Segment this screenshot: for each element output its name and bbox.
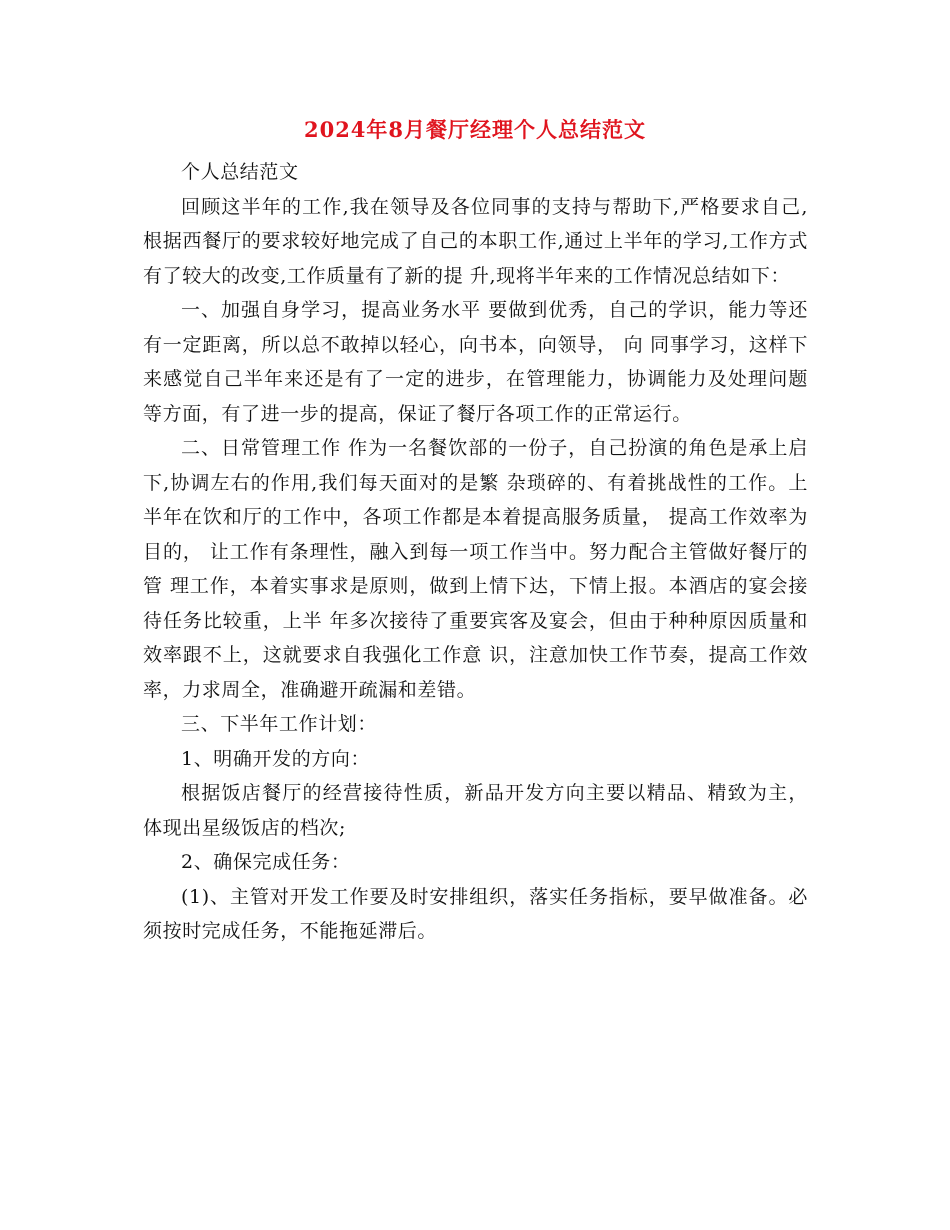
document-body — [143, 155, 808, 949]
paragraph-item-2-heading: 2、确保完成任务： — [181, 851, 351, 873]
paragraph-section-2: 二、日常管理工作 作为一名餐饮部的一份子，自己扮演的角色是承上启下,协调左右的作用,我们每天面对的是繁 杂琐碎的、有着挑战性的工作。上半年在饮和厅的工作中，各项工作都是本着提高服务质量， 提高工作效率为目的， 让工作有条理性，融入到每一项工作当中。努力配合主管做好餐厅的管 理工作，本着实事求是原则，做到上情下达，下情上报。本酒店的宴会接待任务比较重，上半 年多次接待了重要宾客及宴会，但由于种种原因质量和效率跟不上，这就要求自我强化工作意 识，注意加快工作节奏，提高工作效率，力求周全，准确避开疏漏和差错。 — [143, 437, 808, 701]
paragraph-item-1-body: 根据饭店餐厅的经营接待性质，新品开发方向主要以精品、精致为主，体现出星级饭店的档次; — [143, 782, 808, 839]
document-title: 2024年8月餐厅经理个人总结范文 — [303, 117, 647, 142]
paragraph-item-2-body: (1)、主管对开发工作要及时安排组织，落实任务指标，要早做准备。必须按时完成任务，不能拖延滞后。 — [143, 885, 808, 942]
paragraph-section-1: 一、加强自身学习，提高业务水平 要做到优秀，自己的学识，能力等还有一定距离，所以总不敢掉以轻心，向书本，向领导， 向 同事学习，这样下来感觉自己半年来还是有了一定的进步，在管理能力，协调能力及处理问题 等方面，有了进一步的提高，保证了餐厅各项工作的正常运行。 — [143, 299, 808, 425]
paragraph-intro: 回顾这半年的工作,我在领导及各位同事的支持与帮助下,严格要求自己,根据西餐厅的要求较好地完成了自己的本职工作,通过上半年的学习,工作方式有了较大的改变,工作质量有了新的提 升,现将半年来的工作情况总结如下： — [143, 195, 808, 287]
paragraph-section-3-heading: 三、下半年工作计划： — [181, 713, 378, 735]
paragraph-item-1-heading: 1、明确开发的方向： — [181, 747, 371, 770]
paragraph-heading: 个人总结范文 — [181, 161, 299, 183]
